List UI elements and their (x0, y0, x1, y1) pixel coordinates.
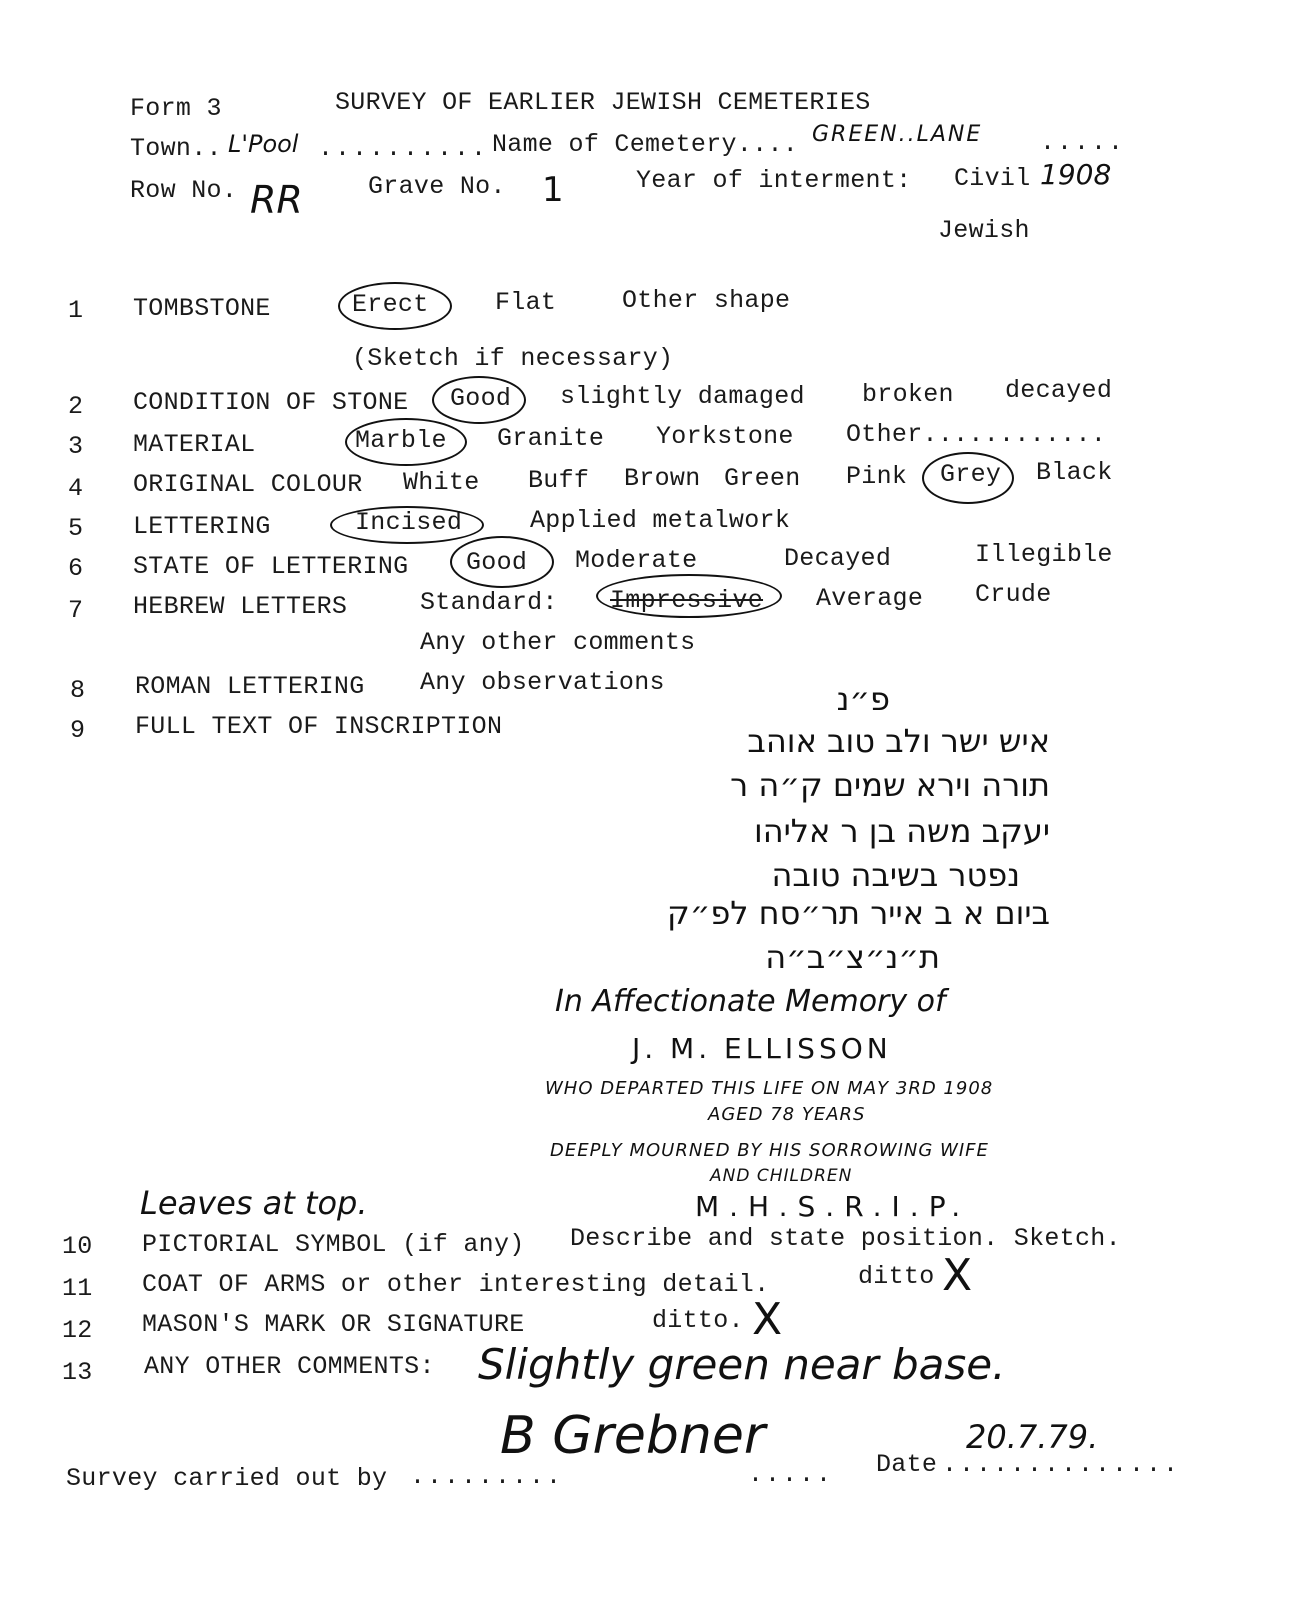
state-option-good: Good (466, 548, 528, 577)
survey-label: Survey carried out by (66, 1464, 388, 1493)
hebrew-option-impressive: Impressive (610, 586, 764, 615)
mason-mark-ditto: ditto. (652, 1306, 744, 1335)
inscription-hebrew-line: יעקב משה בן ר אליהו (753, 812, 1050, 850)
town-label: Town.. (130, 134, 222, 163)
lettering-option-incised: Incised (355, 508, 463, 537)
selection-circle (345, 418, 467, 466)
cross-mark: X (942, 1250, 973, 1301)
item-7-number: 7 (68, 596, 84, 625)
item-6-number: 6 (68, 554, 84, 583)
selection-circle (596, 574, 782, 618)
hebrew-standard-label: Standard: (420, 588, 558, 617)
hebrew-comments-note: Any other comments (420, 628, 696, 657)
colour-option-white: White (403, 468, 480, 497)
year-label: Year of interment: (636, 166, 912, 195)
other-comments-handwritten: Slightly green near base. (478, 1340, 1006, 1389)
item-13-number: 13 (62, 1358, 93, 1387)
item-12-number: 12 (62, 1316, 93, 1345)
item-5-number: 5 (68, 514, 84, 543)
cemetery-label: Name of Cemetery.... (492, 130, 799, 159)
colour-option-grey: Grey (940, 460, 1002, 489)
inscription-hebrew-line: נפטר בשיבה טובה (771, 856, 1020, 894)
inscription-english-line: WHO DEPARTED THIS LIFE ON MAY 3RD 1908 (545, 1078, 994, 1099)
civil-value: 1908 (1040, 158, 1112, 191)
colour-option-pink: Pink (846, 462, 908, 491)
item-8-label: ROMAN LETTERING (135, 672, 365, 701)
material-option-other: Other............ (846, 420, 1107, 449)
item-9-number: 9 (70, 716, 86, 745)
selection-circle (922, 452, 1014, 504)
item-11-number: 11 (62, 1274, 93, 1303)
selection-circle (338, 282, 452, 330)
state-option-moderate: Moderate (575, 546, 698, 575)
item-10-number: 10 (62, 1232, 93, 1261)
material-option-granite: Granite (497, 424, 605, 453)
colour-option-black: Black (1036, 458, 1113, 487)
hebrew-option-crude: Crude (975, 580, 1052, 609)
selection-circle (450, 536, 554, 588)
surveyor-signature: B Grebner (500, 1406, 766, 1466)
item-6-label: STATE OF LETTERING (133, 552, 409, 581)
inscription-english-line: AND CHILDREN (710, 1166, 853, 1186)
item-5-label: LETTERING (133, 512, 271, 541)
roman-observations-note: Any observations (420, 668, 665, 697)
inscription-hebrew-line: פ״נ (836, 680, 890, 718)
pictorial-symbol-handwritten: Leaves at top. (140, 1184, 368, 1222)
date-value: 20.7.79. (966, 1418, 1099, 1456)
inscription-hebrew-line: ביום א ב אייר תר״סח לפ״ק (666, 894, 1050, 932)
cemetery-dots: ..... (1040, 128, 1126, 157)
item-1-label: TOMBSTONE (133, 294, 271, 323)
coat-of-arms-ditto: ditto (858, 1262, 935, 1291)
state-option-illegible: Illegible (975, 540, 1113, 569)
form-label: Form 3 (130, 94, 222, 123)
tombstone-option-flat: Flat (495, 288, 557, 317)
row-label: Row No. (130, 176, 238, 205)
item-13-label: ANY OTHER COMMENTS: (144, 1352, 435, 1381)
item-2-label: CONDITION OF STONE (133, 388, 409, 417)
row-value: RR (250, 178, 303, 222)
hebrew-option-average: Average (816, 584, 924, 613)
material-option-yorkstone: Yorkstone (656, 422, 794, 451)
inscription-hebrew-line: ת״נ״צ״ב״ה (765, 938, 940, 976)
date-dots: .............. (942, 1450, 1181, 1479)
grave-label: Grave No. (368, 172, 506, 201)
lettering-option-applied: Applied metalwork (530, 506, 791, 535)
item-4-number: 4 (68, 474, 84, 503)
item-10-label: PICTORIAL SYMBOL (if any) (142, 1230, 525, 1259)
item-4-label: ORIGINAL COLOUR (133, 470, 363, 499)
item-9-label: FULL TEXT OF INSCRIPTION (135, 712, 503, 741)
item-7-label: HEBREW LETTERS (133, 592, 348, 621)
survey-dots-after: ..... (748, 1460, 834, 1489)
inscription-english-line: M.H.S.R.I.P. (695, 1190, 971, 1223)
inscription-hebrew-line: איש ישר ולב טוב אוהב (747, 722, 1050, 760)
condition-option-good: Good (450, 384, 512, 413)
item-8-number: 8 (70, 676, 86, 705)
item-11-label: COAT OF ARMS or other interesting detail. (142, 1270, 770, 1299)
item-12-label: MASON'S MARK OR SIGNATURE (142, 1310, 525, 1339)
inscription-english-line: J. M. ELLISSON (632, 1032, 892, 1065)
item-3-label: MATERIAL (133, 430, 256, 459)
inscription-hebrew-line: תורה וירא שמים ק״ה ר (730, 766, 1050, 804)
tombstone-option-other: Other shape (622, 286, 791, 315)
inscription-english-line: In Affectionate Memory of (555, 984, 946, 1019)
selection-circle (432, 376, 526, 424)
jewish-label: Jewish (938, 216, 1030, 245)
item-2-number: 2 (68, 392, 84, 421)
inscription-english-line: AGED 78 YEARS (708, 1104, 866, 1125)
state-option-decayed: Decayed (784, 544, 892, 573)
town-value: L'Pool (228, 130, 299, 158)
date-label: Date (876, 1450, 938, 1479)
tombstone-option-erect: Erect (352, 290, 429, 319)
survey-dots: ......... (410, 1462, 564, 1491)
civil-label: Civil (954, 164, 1031, 193)
selection-circle (330, 506, 484, 544)
colour-option-buff: Buff (528, 466, 590, 495)
item-1-number: 1 (68, 296, 84, 325)
colour-option-brown: Brown (624, 464, 701, 493)
pictorial-symbol-note: Describe and state position. Sketch. (570, 1224, 1121, 1253)
condition-option-decayed: decayed (1005, 376, 1113, 405)
item-3-number: 3 (68, 432, 84, 461)
cemetery-value: GREEN..LANE (812, 122, 983, 147)
colour-option-green: Green (724, 464, 801, 493)
condition-option-broken: broken (862, 380, 954, 409)
material-option-marble: Marble (355, 426, 447, 455)
grave-value: 1 (542, 170, 564, 210)
form-title: SURVEY OF EARLIER JEWISH CEMETERIES (335, 88, 871, 117)
condition-option-slightly-damaged: slightly damaged (560, 382, 805, 411)
sketch-note: (Sketch if necessary) (352, 344, 674, 373)
cross-mark: X (752, 1294, 783, 1345)
town-dots: .......... (318, 134, 489, 163)
inscription-english-line: DEEPLY MOURNED BY HIS SORROWING WIFE (550, 1140, 989, 1161)
